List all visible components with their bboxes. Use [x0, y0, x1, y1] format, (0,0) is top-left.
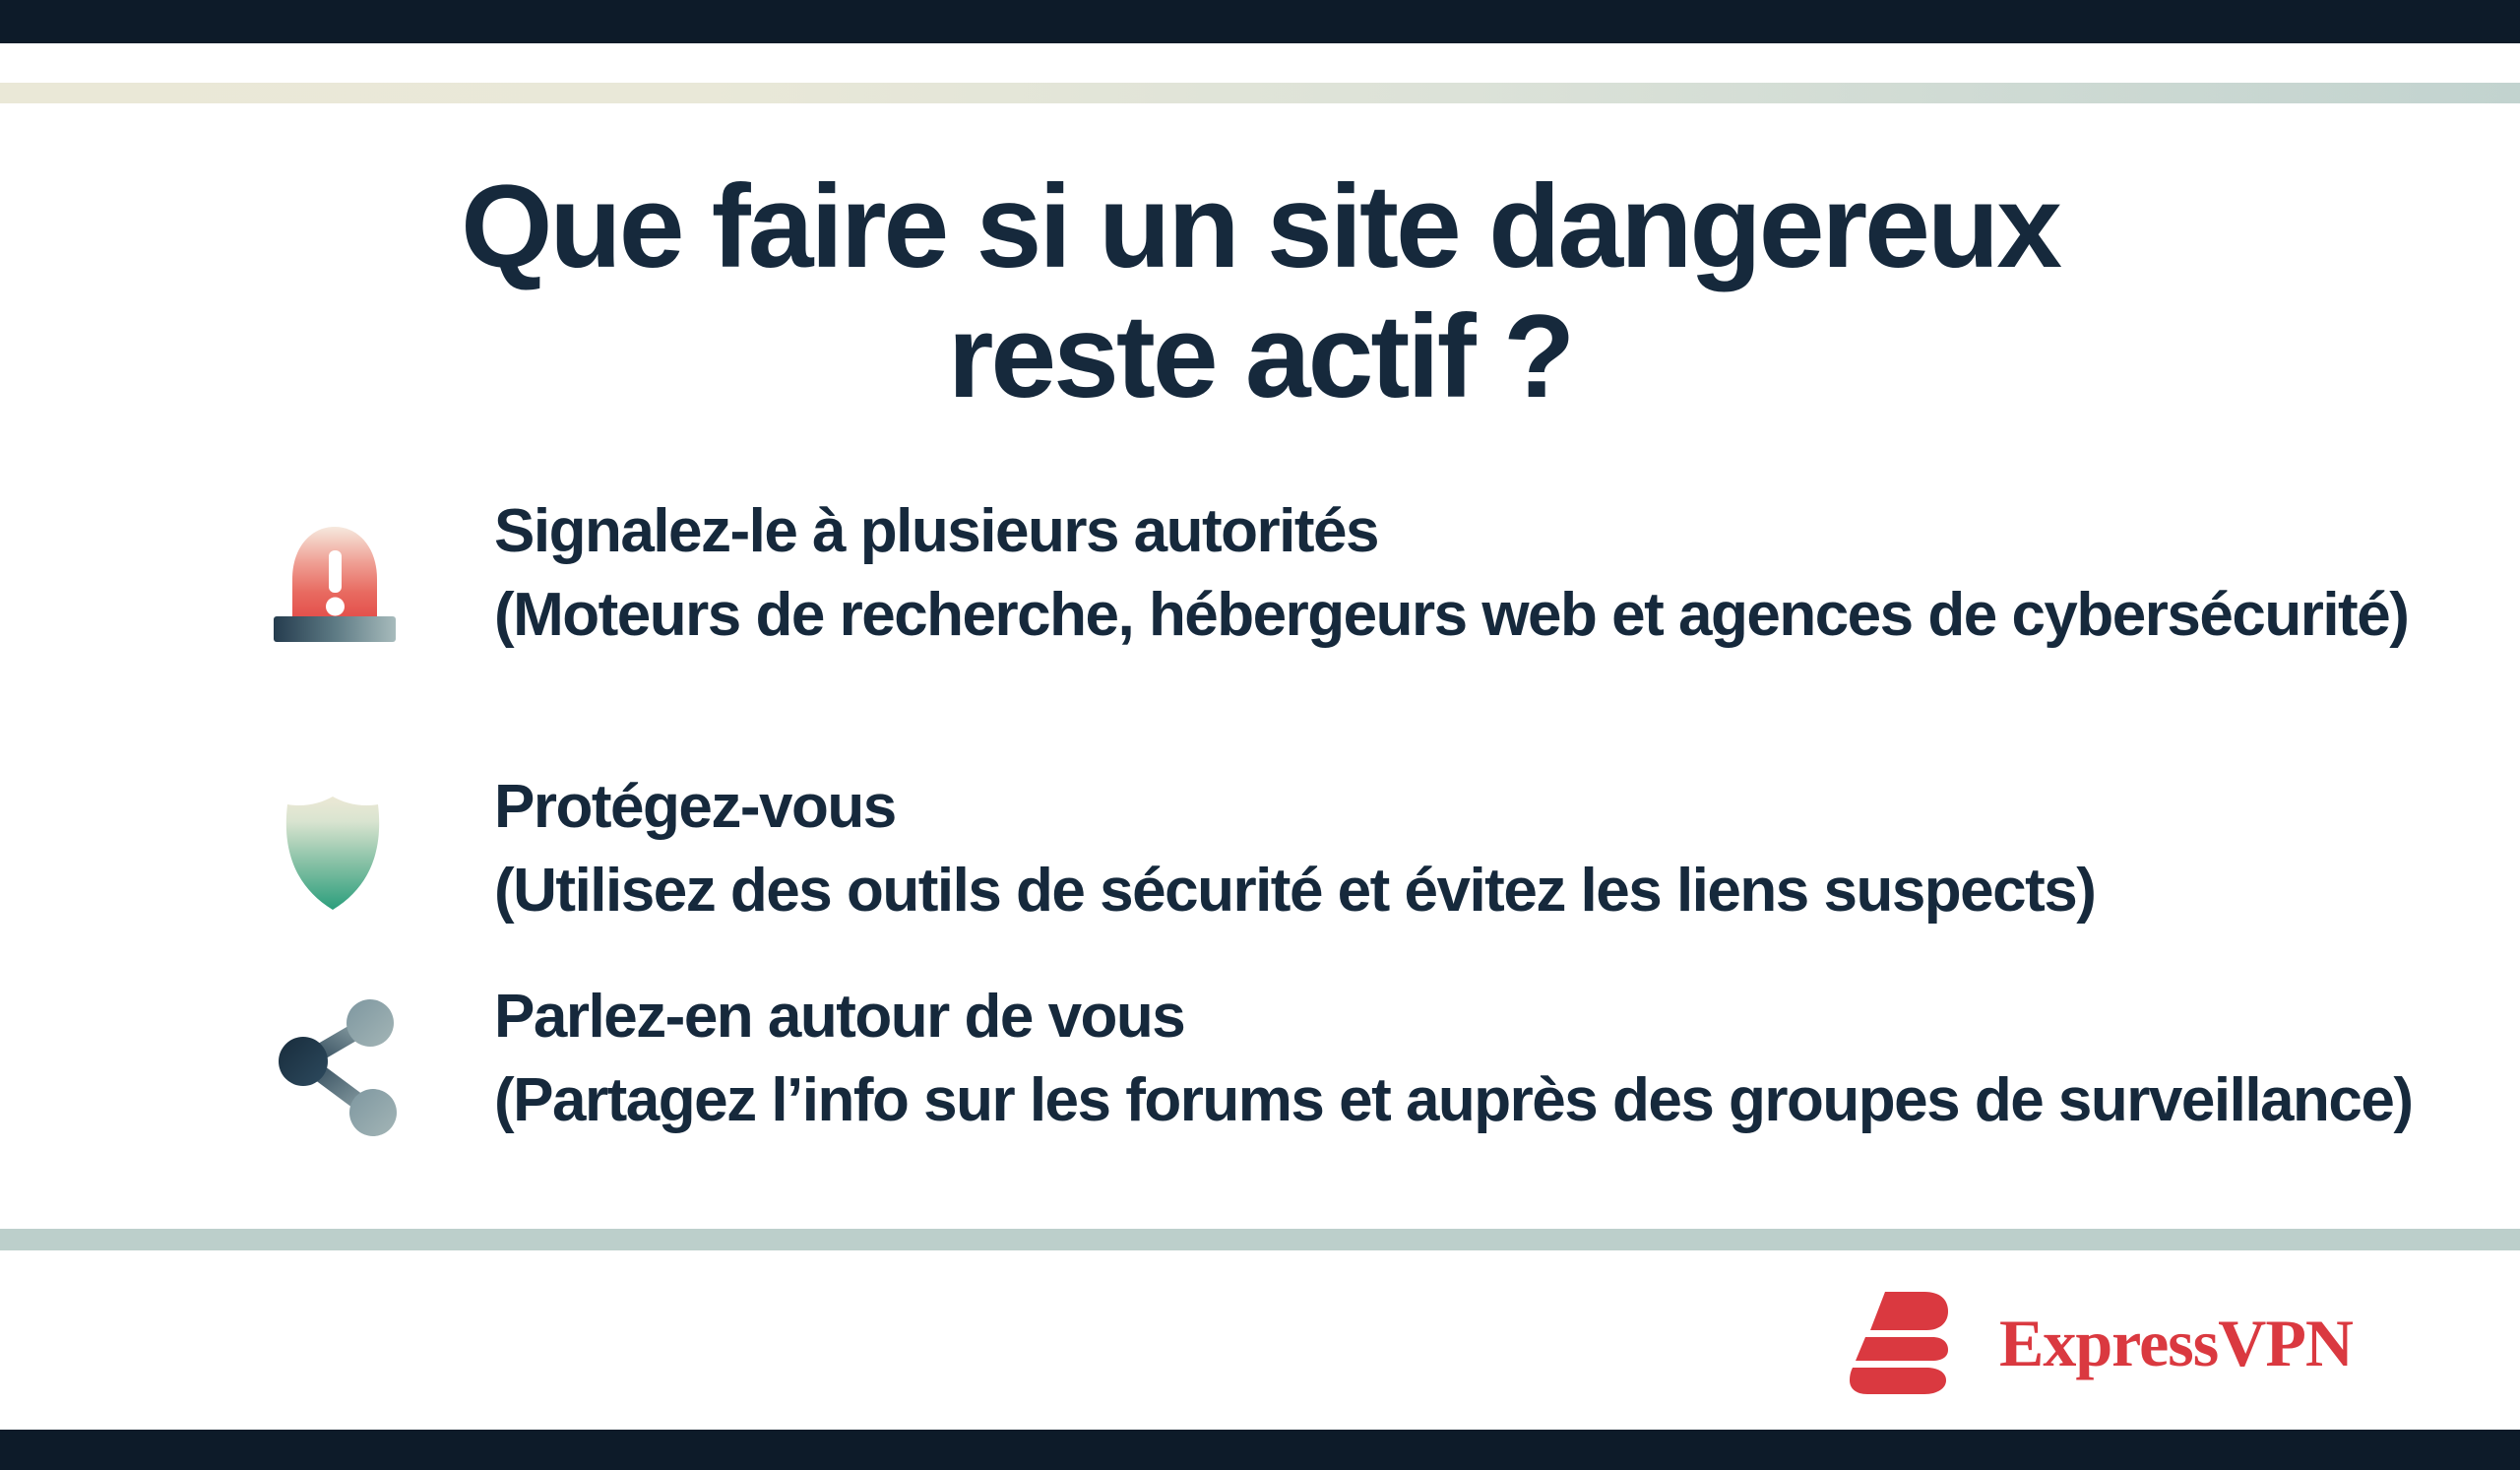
- item-detail: (Partagez l’info sur les forums et auprès des groupes de surveillance): [494, 1066, 2413, 1134]
- list-item-protect: [494, 765, 2492, 932]
- item-detail: (Utilisez des outils de sécurité et évitez les liens suspects): [494, 857, 2096, 925]
- item-heading: Protégez-vous: [494, 773, 896, 841]
- siren-alert-icon: [266, 522, 404, 645]
- list-item-spread-word: [494, 975, 2492, 1142]
- item-heading: Signalez-le à plusieurs autorités: [494, 497, 1378, 565]
- shield-icon: [272, 790, 394, 916]
- list-item-report: [494, 489, 2492, 657]
- footer-divider: [0, 1229, 2520, 1250]
- page-title: [0, 161, 2520, 421]
- item-heading: Parlez-en autour de vous: [494, 983, 1185, 1051]
- top-navy-bar: [0, 0, 2520, 43]
- expressvpn-logomark-icon: [1846, 1292, 1964, 1394]
- page-title-line1: Que faire si un site dangereux: [461, 160, 2059, 292]
- page-title-line2: reste actif ?: [947, 290, 1573, 422]
- item-detail: (Moteurs de recherche, hébergeurs web et agences de cybersécurité): [494, 581, 2409, 649]
- bottom-navy-bar: [0, 1430, 2520, 1470]
- brand-wordmark: ExpressVPN: [1999, 1306, 2353, 1380]
- share-icon: [279, 996, 397, 1136]
- brand-logo: [1846, 1292, 2353, 1394]
- top-gradient-strip: [0, 83, 2520, 103]
